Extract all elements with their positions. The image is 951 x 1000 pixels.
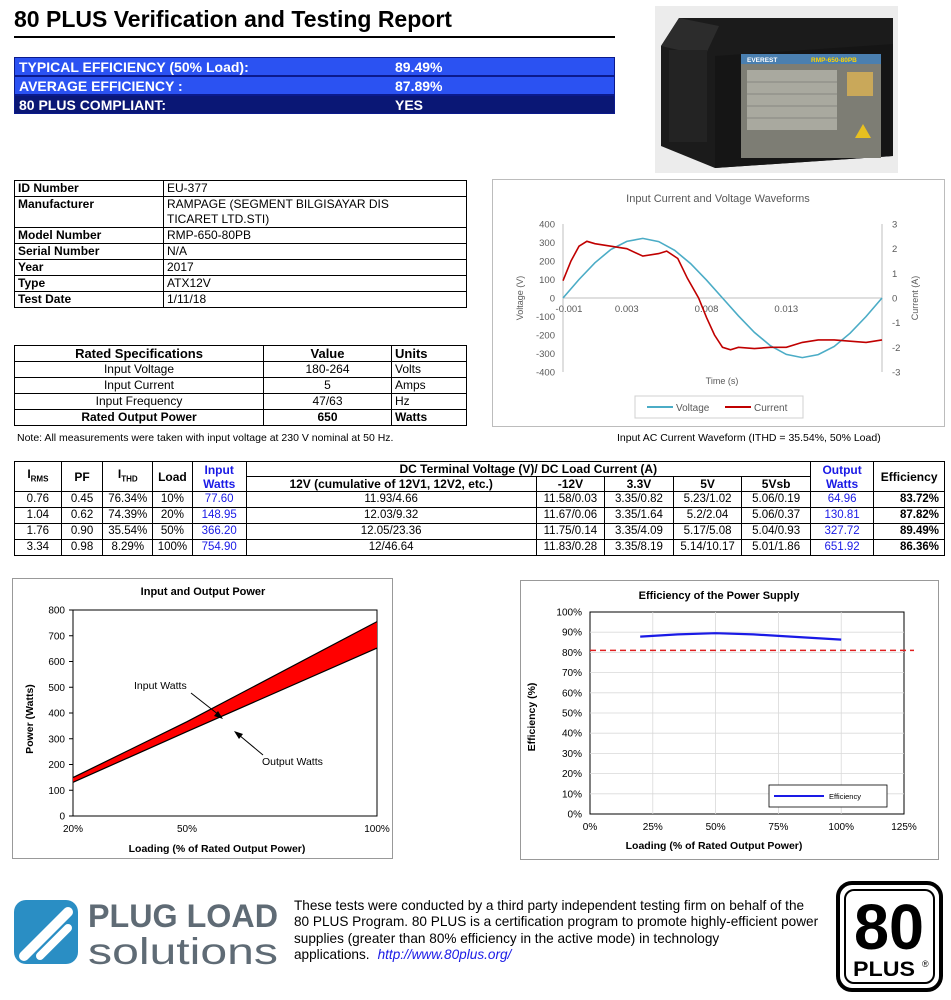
y2-tick-label: 0 xyxy=(892,293,898,305)
table-cell: 754.90 xyxy=(192,540,246,556)
chart-legend xyxy=(635,396,803,418)
table-row xyxy=(15,362,467,378)
info-value: EU-377 xyxy=(164,181,467,197)
x-tick-label: 125% xyxy=(891,822,917,833)
summary-typical-efficiency xyxy=(14,57,615,76)
table-cell: 0.98 xyxy=(61,540,103,556)
table-cell: 89.49% xyxy=(874,524,945,540)
annotation-label: Input Watts xyxy=(134,680,187,692)
table-cell: 0.76 xyxy=(15,492,62,508)
table-row xyxy=(15,508,945,524)
table-cell: 5.23/1.02 xyxy=(673,492,742,508)
summary-average-efficiency xyxy=(14,76,615,95)
waveform-caption: Input AC Current Waveform (ITHD = 35.54%, 50% Load) xyxy=(617,432,881,444)
annotation-label: Output Watts xyxy=(262,756,323,768)
y-tick-label: 50% xyxy=(561,708,582,720)
info-key: Test Date xyxy=(15,292,164,308)
table-row xyxy=(15,410,467,426)
input-output-power-chart xyxy=(12,578,393,859)
column-header: PF xyxy=(61,462,103,492)
table-row xyxy=(15,181,467,197)
table-cell: 77.60 xyxy=(192,492,246,508)
logo-text-solutions: solutions xyxy=(88,931,278,970)
x-axis-label: Loading (% of Rated Output Power) xyxy=(128,843,306,855)
y-tick-label: 400 xyxy=(539,219,555,231)
y2-tick-label: 1 xyxy=(892,268,898,280)
y-tick-label: 60% xyxy=(561,688,582,700)
column-header: Input Watts xyxy=(192,462,246,492)
table-header-row xyxy=(15,462,945,477)
table-row xyxy=(15,524,945,540)
logo-text-plug-load: PLUG LOAD xyxy=(88,898,278,934)
y2-tick-label: -3 xyxy=(892,367,901,379)
table-cell: 148.95 xyxy=(192,508,246,524)
column-header: Units xyxy=(392,346,467,362)
table-cell: Watts xyxy=(392,410,467,426)
table-cell: 74.39% xyxy=(103,508,153,524)
column-header: Rated Specifications xyxy=(15,346,264,362)
summary-label: TYPICAL EFFICIENCY (50% Load): xyxy=(19,59,249,75)
table-row xyxy=(15,394,467,410)
summary-value: 89.49% xyxy=(395,59,443,75)
summary-label: AVERAGE EFFICIENCY : xyxy=(19,78,183,94)
y-tick-label: 0 xyxy=(59,811,65,823)
y-axis-label: Efficiency (%) xyxy=(526,682,538,752)
table-row xyxy=(15,276,467,292)
x-tick-label: 100% xyxy=(364,824,390,835)
table-cell: Hz xyxy=(392,394,467,410)
y-axis-ticks xyxy=(536,220,555,379)
table-row xyxy=(15,378,467,394)
table-cell: 11.75/0.14 xyxy=(536,524,605,540)
y-tick-label: -300 xyxy=(535,349,555,360)
table-cell: 0.62 xyxy=(61,508,103,524)
table-cell: 130.81 xyxy=(810,508,873,524)
y-tick-label: 800 xyxy=(48,605,65,617)
x-axis-ticks xyxy=(556,304,799,315)
y2-axis-label: Current (A) xyxy=(910,275,920,321)
info-key: Year xyxy=(15,260,164,276)
info-value: N/A xyxy=(164,244,467,260)
table-cell: 0.90 xyxy=(61,524,103,540)
y-tick-label: 90% xyxy=(561,627,582,639)
x-tick-label: 0.013 xyxy=(774,304,799,315)
x-axis-label: Loading (% of Rated Output Power) xyxy=(625,840,803,852)
y-tick-label: 0 xyxy=(549,293,555,305)
table-cell: 50% xyxy=(153,524,192,540)
x-tick-label: 100% xyxy=(828,822,854,833)
column-header: 3.3V xyxy=(605,477,674,492)
column-header: Load xyxy=(153,462,192,492)
table-cell: 3.34 xyxy=(15,540,62,556)
table-row xyxy=(15,244,467,260)
table-cell: 5.06/0.37 xyxy=(742,508,811,524)
y-tick-label: 10% xyxy=(561,789,582,801)
y-tick-label: -100 xyxy=(535,312,555,323)
title-divider xyxy=(14,36,615,38)
info-value: ATX12V xyxy=(164,276,467,292)
y-tick-label: 200 xyxy=(539,256,555,268)
table-cell: 180-264 xyxy=(264,362,392,378)
summary-compliant xyxy=(14,95,615,114)
measurements-table xyxy=(14,461,945,556)
measurement-note: Note: All measurements were taken with input voltage at 230 V nominal at 50 Hz. xyxy=(17,432,394,444)
column-header: Output Watts xyxy=(810,462,873,492)
info-value: RAMPAGE (SEGMENT BILGISAYAR DIS TICARET LTD.STI) xyxy=(164,197,467,228)
table-row xyxy=(15,492,945,508)
table-row xyxy=(15,228,467,244)
column-header: Value xyxy=(264,346,392,362)
chart-title: Efficiency of the Power Supply xyxy=(638,590,800,602)
x-tick-label: 20% xyxy=(62,824,84,835)
x-axis-label: Time (s) xyxy=(705,376,739,386)
y2-tick-label: 2 xyxy=(892,244,898,256)
chart-legend xyxy=(769,785,887,807)
series-line-current xyxy=(563,241,882,349)
plug-load-solutions-logo xyxy=(14,890,284,970)
80-plus-logo xyxy=(836,881,943,992)
table-cell: 20% xyxy=(153,508,192,524)
table-cell: Input Voltage xyxy=(15,362,264,378)
x-tick-label: 50% xyxy=(705,822,726,833)
footer-description: These tests were conducted by a third party independent testing firm on behalf of the 80 PLUS Program. 80 PLUS is a certification program to promote highly-efficient power supplies (greater than 80% efficiency in the active mode) in technology applications. xyxy=(294,898,819,962)
legend-label: Current xyxy=(754,403,788,414)
y-tick-label: 500 xyxy=(48,682,65,694)
y-tick-label: 300 xyxy=(539,238,555,249)
y-tick-label: -400 xyxy=(535,367,555,379)
table-row xyxy=(15,540,945,556)
x-tick-label: -0.001 xyxy=(555,304,583,315)
table-cell: 12.03/9.32 xyxy=(246,508,536,524)
y-tick-label: 600 xyxy=(48,657,65,668)
table-row xyxy=(15,260,467,276)
table-cell: 5.04/0.93 xyxy=(742,524,811,540)
table-cell: 1.76 xyxy=(15,524,62,540)
y-tick-label: 400 xyxy=(48,708,65,720)
x-tick-label: 50% xyxy=(176,824,198,835)
psu-model-label: RMP-650-80PB xyxy=(811,57,857,64)
table-cell: 327.72 xyxy=(810,524,873,540)
table-cell: 11.83/0.28 xyxy=(536,540,605,556)
table-cell: 12.05/23.36 xyxy=(246,524,536,540)
header-main: I xyxy=(117,466,122,481)
logo-word: PLUS xyxy=(853,958,915,981)
table-cell: 5.14/10.17 xyxy=(673,540,742,556)
report-title: 80 PLUS Verification and Testing Report xyxy=(14,6,452,32)
y-tick-label: 100 xyxy=(48,785,65,797)
column-header: 5V xyxy=(673,477,742,492)
x-axis-ticks xyxy=(63,824,390,835)
table-cell: 87.82% xyxy=(874,508,945,524)
table-cell: 76.34% xyxy=(103,492,153,508)
psu-brand: EVEREST xyxy=(747,57,778,64)
info-value: 1/11/18 xyxy=(164,292,467,308)
column-header: Efficiency xyxy=(874,462,945,492)
table-cell: 10% xyxy=(153,492,192,508)
table-cell: 5.06/0.19 xyxy=(742,492,811,508)
rated-specifications-table xyxy=(14,345,467,426)
info-key: Type xyxy=(15,276,164,292)
table-cell: Rated Output Power xyxy=(15,410,264,426)
table-cell: Input Frequency xyxy=(15,394,264,410)
x-tick-label: 25% xyxy=(642,822,663,833)
info-value: 2017 xyxy=(164,260,467,276)
info-key: Model Number xyxy=(15,228,164,244)
y-axis-label: Voltage (V) xyxy=(515,275,525,321)
table-cell: 86.36% xyxy=(874,540,945,556)
table-cell: Input Current xyxy=(15,378,264,394)
info-key: Manufacturer xyxy=(15,197,164,228)
efficiency-summary xyxy=(14,57,615,114)
column-header: -12V xyxy=(536,477,605,492)
table-cell: 3.35/8.19 xyxy=(605,540,674,556)
table-cell: 0.45 xyxy=(61,492,103,508)
power-supply-photo xyxy=(655,6,898,173)
table-cell: 8.29% xyxy=(103,540,153,556)
table-cell: 1.04 xyxy=(15,508,62,524)
column-header-irms xyxy=(15,462,62,492)
table-cell: 650 xyxy=(264,410,392,426)
table-cell: 5.17/5.08 xyxy=(673,524,742,540)
table-cell: 3.35/4.09 xyxy=(605,524,674,540)
table-cell: 11.93/4.66 xyxy=(246,492,536,508)
y-tick-label: 0% xyxy=(567,809,582,821)
y-tick-label: 300 xyxy=(48,734,65,746)
table-cell: Volts xyxy=(392,362,467,378)
table-cell: 651.92 xyxy=(810,540,873,556)
header-main: I xyxy=(27,466,31,481)
table-cell: 83.72% xyxy=(874,492,945,508)
y-tick-label: 80% xyxy=(561,647,582,659)
logo-number: 80 xyxy=(854,891,924,963)
info-key: ID Number xyxy=(15,181,164,197)
table-cell: 100% xyxy=(153,540,192,556)
logo-registered-mark: ® xyxy=(922,959,929,969)
y-tick-label: 30% xyxy=(561,748,582,760)
table-cell: 35.54% xyxy=(103,524,153,540)
table-header-row xyxy=(15,346,467,362)
column-header: DC Terminal Voltage (V)/ DC Load Current (A) xyxy=(246,462,810,477)
footer-link[interactable]: http://www.80plus.org/ xyxy=(377,946,512,962)
summary-value: YES xyxy=(395,97,424,113)
y-tick-label: 100 xyxy=(539,275,555,286)
y-tick-label: 700 xyxy=(48,631,65,643)
table-cell: 47/63 xyxy=(264,394,392,410)
header-sub: THD xyxy=(121,474,138,484)
header-sub: RMS xyxy=(30,474,49,484)
y-tick-label: 100% xyxy=(556,607,582,619)
y2-tick-label: 3 xyxy=(892,219,898,231)
chart-title: Input Current and Voltage Waveforms xyxy=(626,193,810,205)
info-key: Serial Number xyxy=(15,244,164,260)
table-cell: 3.35/1.64 xyxy=(605,508,674,524)
table-cell: 64.96 xyxy=(810,492,873,508)
column-header: 5Vsb xyxy=(742,477,811,492)
y2-tick-label: -2 xyxy=(892,342,901,354)
info-value: RMP-650-80PB xyxy=(164,228,467,244)
table-cell: 11.67/0.06 xyxy=(536,508,605,524)
y-axis-ticks xyxy=(48,606,73,823)
y-tick-label: 20% xyxy=(561,769,582,781)
table-cell: 5 xyxy=(264,378,392,394)
summary-value: 87.89% xyxy=(395,78,443,94)
table-cell: 366.20 xyxy=(192,524,246,540)
legend-label: Efficiency xyxy=(829,792,861,801)
table-cell: 12/46.64 xyxy=(246,540,536,556)
x-tick-label: 75% xyxy=(768,822,789,833)
y-tick-label: 40% xyxy=(561,728,582,740)
column-header-ithd xyxy=(103,462,153,492)
y-tick-label: 70% xyxy=(561,668,582,680)
psu-label xyxy=(741,54,881,158)
x-tick-label: 0% xyxy=(582,822,598,833)
table-cell: 11.58/0.03 xyxy=(536,492,605,508)
y-tick-label: 200 xyxy=(48,760,65,771)
summary-label: 80 PLUS COMPLIANT: xyxy=(19,97,167,113)
x-tick-label: 0.003 xyxy=(614,304,639,315)
x-tick-label: 0.008 xyxy=(694,304,719,315)
chart-title: Input and Output Power xyxy=(140,586,266,598)
table-cell: Amps xyxy=(392,378,467,394)
product-info-table xyxy=(14,180,467,308)
y2-tick-label: -1 xyxy=(892,318,901,330)
y-axis-label: Power (Watts) xyxy=(24,684,36,754)
waveform-chart xyxy=(492,179,945,427)
y-tick-label: -200 xyxy=(535,330,555,342)
table-cell: 5.01/1.86 xyxy=(742,540,811,556)
table-cell: 3.35/0.82 xyxy=(605,492,674,508)
y2-axis-ticks xyxy=(892,220,900,379)
table-cell: 5.2/2.04 xyxy=(673,508,742,524)
footer-text xyxy=(294,898,819,963)
table-row xyxy=(15,197,467,228)
legend-label: Voltage xyxy=(676,403,710,414)
column-header: 12V (cumulative of 12V1, 12V2, etc.) xyxy=(246,477,536,492)
efficiency-chart xyxy=(520,580,939,860)
table-row xyxy=(15,292,467,308)
